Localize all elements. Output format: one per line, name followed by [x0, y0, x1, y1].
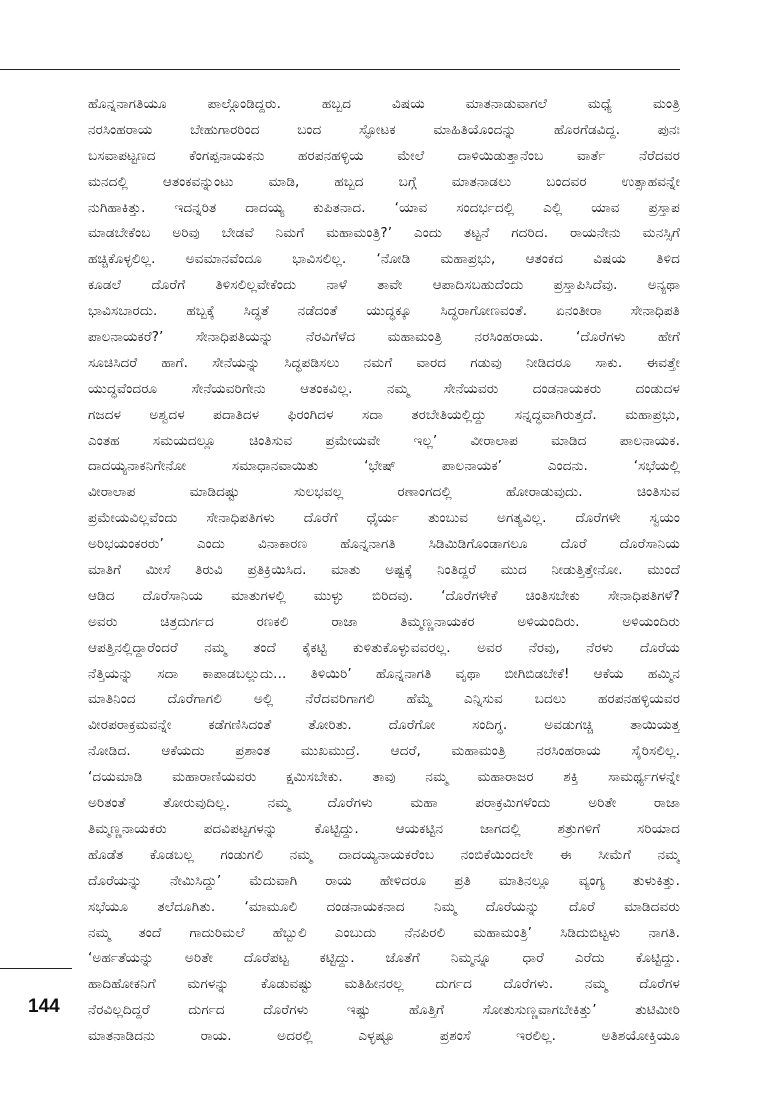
header-rule	[0, 69, 680, 70]
text-line: ಸೂಚಿಸಿದರೆ ಹಾಗೆ. ಸೇನೆಯನ್ನು ಸಿದ್ಧಪಡಿಸಲು ನಮಗೆ ವಾರದ ಗಡುವು ನೀಡಿದರೂ ಸಾಕು. ಈವತ್ತೇ	[88, 354, 680, 371]
text-line: ಆಪತ್ತಿನಲ್ಲಿದ್ದಾರೆಂದರೆ ನಮ್ಮ ತಂದೆ ಕೈಕಟ್ಟಿ ಕುಳಿತುಕೊಳ್ಳುವವರಲ್ಲ. ಅವರ ನೆರವು, ನೆರಳು ದೊರೆಯ	[88, 639, 680, 656]
text-line: ಭಾವಿಸಬಾರದು. ಹಬ್ಬಕ್ಕೆ ಸಿದ್ಧತೆ ನಡೆದಂತೆ ಯುದ್ಧಕ್ಕೂ ಸಿದ್ಧರಾಗೋಣವಂತೆ. ಏನಂತೀರಾ ಸೇನಾಧಿಪತಿ	[88, 303, 680, 320]
text-line: ಅರಿಭಯಂಕರರು’ ಎಂದು ವಿನಾಕಾರಣ ಹೊನ್ನನಾಗತಿ ಸಿಡಿಮಿಡಿಗೊಂಡಾಗಲೂ ದೊರೆ ದೊರೆಸಾನಿಯ	[88, 536, 680, 553]
text-line: ಸಭೆಯೂ ತಲೆದೂಗಿತು. ‘ಮಾಮೂಲಿ ದಂಡನಾಯಕನಾದ ನಿಮ್ಮ ದೊರೆಯನ್ನು ದೊರೆ ಮಾಡಿದವರು	[88, 898, 680, 915]
text-line: ‘ದಯಮಾಡಿ ಮಹಾರಾಣಿಯವರು ಕ್ಷಮಿಸಬೇಕು. ತಾವು ನಮ್ಮ ಮಹಾರಾಜರ ಶಕ್ತಿ ಸಾಮರ್ಥ್ಯಗಳನ್ನೇ	[88, 769, 680, 786]
text-line: ಹೊಡೆತ ಕೊಡಬಲ್ಲ ಗಂಡುಗಲಿ ನಮ್ಮ ದಾದಯ್ಯನಾಯಕರೆಂಬ ನಂಬಿಕೆಯಿಂದಲೇ ಈ ಸೀಮೆಗೆ ನಮ್ಮ	[88, 846, 680, 863]
text-line: ಕೂಡಲೆ ದೊರೆಗೆ ತಿಳಿಸಲಿಲ್ಲವೇಕೆಂದು ನಾಳೆ ತಾವೇ ಆಪಾದಿಸಬಹುದೆಂದು ಪ್ರಸ್ತಾಪಿಸಿದೆವು. ಅನ್ಯಥಾ	[88, 277, 680, 294]
text-line: ಯುದ್ಧವೆಂದರೂ ಸೇನೆಯವರಿಗೇನು ಆತಂಕವಿಲ್ಲ. ನಮ್ಮ ಸೇನೆಯವರು ದಂಡನಾಯಕರು ದಂಡುದಳ	[88, 380, 680, 397]
text-line: ದಾದಯ್ಯನಾಕನಿಗೇನೋ ಸಮಾಧಾನವಾಯಿತು ‘ಭೇಷ್ ಪಾಲನಾಯಕ’ ಎಂದನು. ‘ಸಭೆಯಲ್ಲಿ	[88, 458, 680, 475]
text-line: ದೊರೆಯನ್ನು ನೇಮಿಸಿದ್ದು’ ಮೆದುವಾಗಿ ರಾಯ ಹೇಳಿದರೂ ಪ್ರತಿ ಮಾತಿನಲ್ಲೂ ವ್ಯಂಗ್ಯ ತುಳುಕಿತ್ತು.	[88, 872, 680, 889]
footer-rule	[0, 968, 72, 969]
text-line: ಬಸವಾಪಟ್ಟಣದ ಕೆಂಗಪ್ಪನಾಯಕನು ಹರಪನಹಳ್ಳಿಯ ಮೇಲೆ ದಾಳಿಯಿಡುತ್ತಾನೆಂಬ ವಾರ್ತೆ ನೆರೆದವರ	[88, 147, 680, 164]
text-line: ಮಾತಿನಿಂದ ದೊರೆಗಾಗಲಿ ಅಲ್ಲಿ ನೆರೆದವರಿಗಾಗಲಿ ಹೆಮ್ಮೆ ಎನ್ನಿಸುವ ಬದಲು ಹರಪನಹಳ್ಳಿಯವರ	[88, 691, 680, 708]
text-line: ಪಾಲನಾಯಕರೆ?’ ಸೇನಾಧಿಪತಿಯನ್ನು ನೆರವಿಗೆಳೆದ ಮಹಾಮಂತ್ರಿ ನರಸಿಂಹರಾಯ. ‘ದೊರೆಗಳು ಹೇಗೆ	[88, 329, 680, 346]
text-line: ಎಂತಹ ಸಮಯದಲ್ಲೂ ಚಿಂತಿಸುವ ಪ್ರಮೇಯವೇ ಇಲ್ಲ’ ವೀರಾಲಾಪ ಮಾಡಿದ ಪಾಲನಾಯಕ.	[88, 432, 680, 449]
text-line: ಆಡಿದ ದೊರೆಸಾನಿಯ ಮಾತುಗಳಲ್ಲಿ ಮುಳ್ಳು ಬಿರಿದವು. ‘ದೊರೆಗಳೇಕೆ ಚಿಂತಿಸಬೇಕು ಸೇನಾಧಿಪತಿಗಳೆ?	[88, 587, 680, 604]
text-line: ಪ್ರಮೇಯವಿಲ್ಲವೆಂದು ಸೇನಾಧಿಪತಿಗಳು ದೊರೆಗೆ ಧೈರ್ಯ ತುಂಬುವ ಅಗತ್ಯವಿಲ್ಲ. ದೊರೆಗಳೇ ಸ್ವಯಂ	[88, 510, 680, 527]
text-line: ನೆರವಿಲ್ಲದಿದ್ದರೆ ದುರ್ಗದ ದೊರೆಗಳು ಇಷ್ಟು ಹೊತ್ತಿಗೆ ಸೋತುಸುಣ್ಣವಾಗಬೇಕಿತ್ತು’ ತುಟಿಮೀರಿ	[88, 1002, 680, 1019]
text-line: ವೀರಾಲಾಪ ಮಾಡಿದಷ್ಟು ಸುಲಭವಲ್ಲ ರಣಾಂಗದಲ್ಲಿ ಹೋರಾಡುವುದು. ಚಿಂತಿಸುವ	[88, 484, 680, 501]
text-line: ನೆತ್ತಿಯನ್ನು ಸದಾ ಕಾಪಾಡಬಲ್ಲುದು... ತಿಳಿಯಿರಿ’ ಹೊನ್ನನಾಗತಿ ವೃಥಾ ಬೀಗಿಬಿಡಬೇಕೆ! ಆಕೆಯ ಹಮ್ಮಿನ	[88, 665, 680, 682]
text-line: ‘ಅರ್ಹತೆಯನ್ನು ಅರಿತೇ ದೊರೆಪಟ್ಟ ಕಟ್ಟಿದ್ದು. ಜೊತೆಗೆ ನಿಮ್ಮನ್ನೂ ಧಾರೆ ಎರೆದು ಕೊಟ್ಟಿದ್ದು.	[88, 950, 680, 967]
text-line: ಹಾದಿಹೋಕನಿಗೆ ಮಗಳನ್ನು ಕೊಡುವಷ್ಟು ಮತಿಹೀನರಲ್ಲ ದುರ್ಗದ ದೊರೆಗಳು. ನಮ್ಮ ದೊರೆಗಳ	[88, 976, 680, 993]
text-line: ಮಾತನಾಡಿದನು ರಾಯ. ಅದರಲ್ಲಿ ಎಳ್ಳಷ್ಟೂ ಪ್ರಶಂಸೆ ಇರಲಿಲ್ಲ. ಅತಿಶಯೋಕ್ತಿಯೂ	[88, 1028, 680, 1045]
text-line: ಹೊನ್ನನಾಗತಿಯೂ ಪಾಲ್ಗೊಂಡಿದ್ದರು. ಹಬ್ಬದ ವಿಷಯ ಮಾತನಾಡುವಾಗಲೆ ಮಧ್ಯೆ ಮಂತ್ರಿ	[88, 96, 680, 112]
text-line: ಮಾಡಬೇಕೆಂಬ ಅರಿವು ಬೇಡವೆ ನಿಮಗೆ ಮಹಾಮಂತ್ರಿ?’ ಎಂದು ತಟ್ಟನೆ ಗದರಿದ. ರಾಯನೇನು ಮನಸ್ಸಿಗೆ	[88, 225, 680, 242]
text-line: ವೀರಪರಾಕ್ರಮವನ್ನೇ ಕಡೆಗಣಿಸಿದಂತೆ ತೋರಿತು. ದೊರೆಗೋ ಸಂದಿಗ್ಧ. ಅವಡುಗಚ್ಚಿ ತಾಯಿಯತ್ತ	[88, 717, 680, 734]
page-number: 144	[28, 996, 60, 1017]
text-line: ತಿಮ್ಮಣ್ಣನಾಯಕರು ಪದವಿಪಟ್ಟಗಳನ್ನು ಕೊಟ್ಟಿದ್ದು. ಆಯಕಟ್ಟಿನ ಜಾಗದಲ್ಲಿ ಶತ್ರುಗಳಿಗೆ ಸರಿಯಾದ	[88, 820, 680, 837]
text-line: ನಮ್ಮ ತಂದೆ ಗಾದುರಿಮಲೆ ಹೆಬ್ಬುಲಿ ಎಂಬುದು ನೆನಪಿರಲಿ ಮಹಾಮಂತ್ರಿ’ ಸಿಡಿದುಬಿಟ್ಟಳು ನಾಗತಿ.	[88, 924, 680, 941]
text-line: ಮನದಲ್ಲಿ ಆತಂಕವನ್ನುಂಟು ಮಾಡಿ, ಹಬ್ಬದ ಬಗ್ಗೆ ಮಾತನಾಡಲು ಬಂದವರ ಉತ್ಸಾಹವನ್ನೇ	[88, 173, 680, 190]
text-line: ಅವರು ಚಿತ್ರದುರ್ಗದ ರಣಕಲಿ ರಾಜಾ ತಿಮ್ಮಣ್ಣನಾಯಕರ ಅಳಿಯಂದಿರು. ಅಳಿಯಂದಿರು	[88, 613, 680, 630]
text-line: ನುಗಿಹಾಕಿತ್ತು. ಇದನ್ನರಿತ ದಾದಯ್ಯ ಕುಪಿತನಾದ. ‘ಯಾವ ಸಂದರ್ಭದಲ್ಲಿ ಎಲ್ಲಿ ಯಾವ ಪ್ರಸ್ತಾಪ	[88, 199, 680, 216]
body-text	[88, 92, 680, 1050]
text-line: ಗಜದಳ ಅಶ್ವದಳ ಪದಾತಿದಳ ಫಿರಂಗಿದಳ ಸದಾ ತರಬೇತಿಯಲ್ಲಿದ್ದು ಸನ್ನದ್ಧವಾಗಿರುತ್ತದೆ. ಮಹಾಪ್ರಭು,	[88, 406, 680, 423]
text-line: ಅರಿತಂತೆ ತೋರುವುದಿಲ್ಲ. ನಮ್ಮ ದೊರೆಗಳು ಮಹಾ ಪರಾಕ್ರಮಿಗಳೆಂದು ಅರಿತೇ ರಾಜಾ	[88, 795, 680, 812]
text-line: ನೋಡಿದ. ಆಕೆಯದು ಪ್ರಶಾಂತ ಮುಖಮುದ್ರೆ. ಆದರೆ, ಮಹಾಮಂತ್ರಿ ನರಸಿಂಹರಾಯ ಸೈರಿಸಲಿಲ್ಲ.	[88, 743, 680, 760]
text-line: ಹಚ್ಚಿಕೊಳ್ಳಲಿಲ್ಲ. ಅವಮಾನವೆಂದೂ ಭಾವಿಸಲಿಲ್ಲ. ‘ನೋಡಿ ಮಹಾಪ್ರಭು, ಆತಂಕದ ವಿಷಯ ತಿಳಿದ	[88, 251, 680, 268]
text-line: ನರಸಿಂಹರಾಯ ಬೇಹುಗಾರರಿಂದ ಬಂದ ಸ್ಫೋಟಕ ಮಾಹಿತಿಯೊಂದನ್ನು ಹೊರಗೆಡವಿದ್ದ. ಪುನಃ	[88, 121, 680, 138]
text-line: ಮಾತಿಗೆ ಮೀಸೆ ತಿರುವಿ ಪ್ರತಿಕ್ರಿಯಿಸಿದ. ಮಾತು ಅಷ್ಟಕ್ಕೆ ನಿಂತಿದ್ದರೆ ಮುದ ನೀಡುತ್ತಿತ್ತೇನೋ. ಮುಂದೆ	[88, 562, 680, 579]
